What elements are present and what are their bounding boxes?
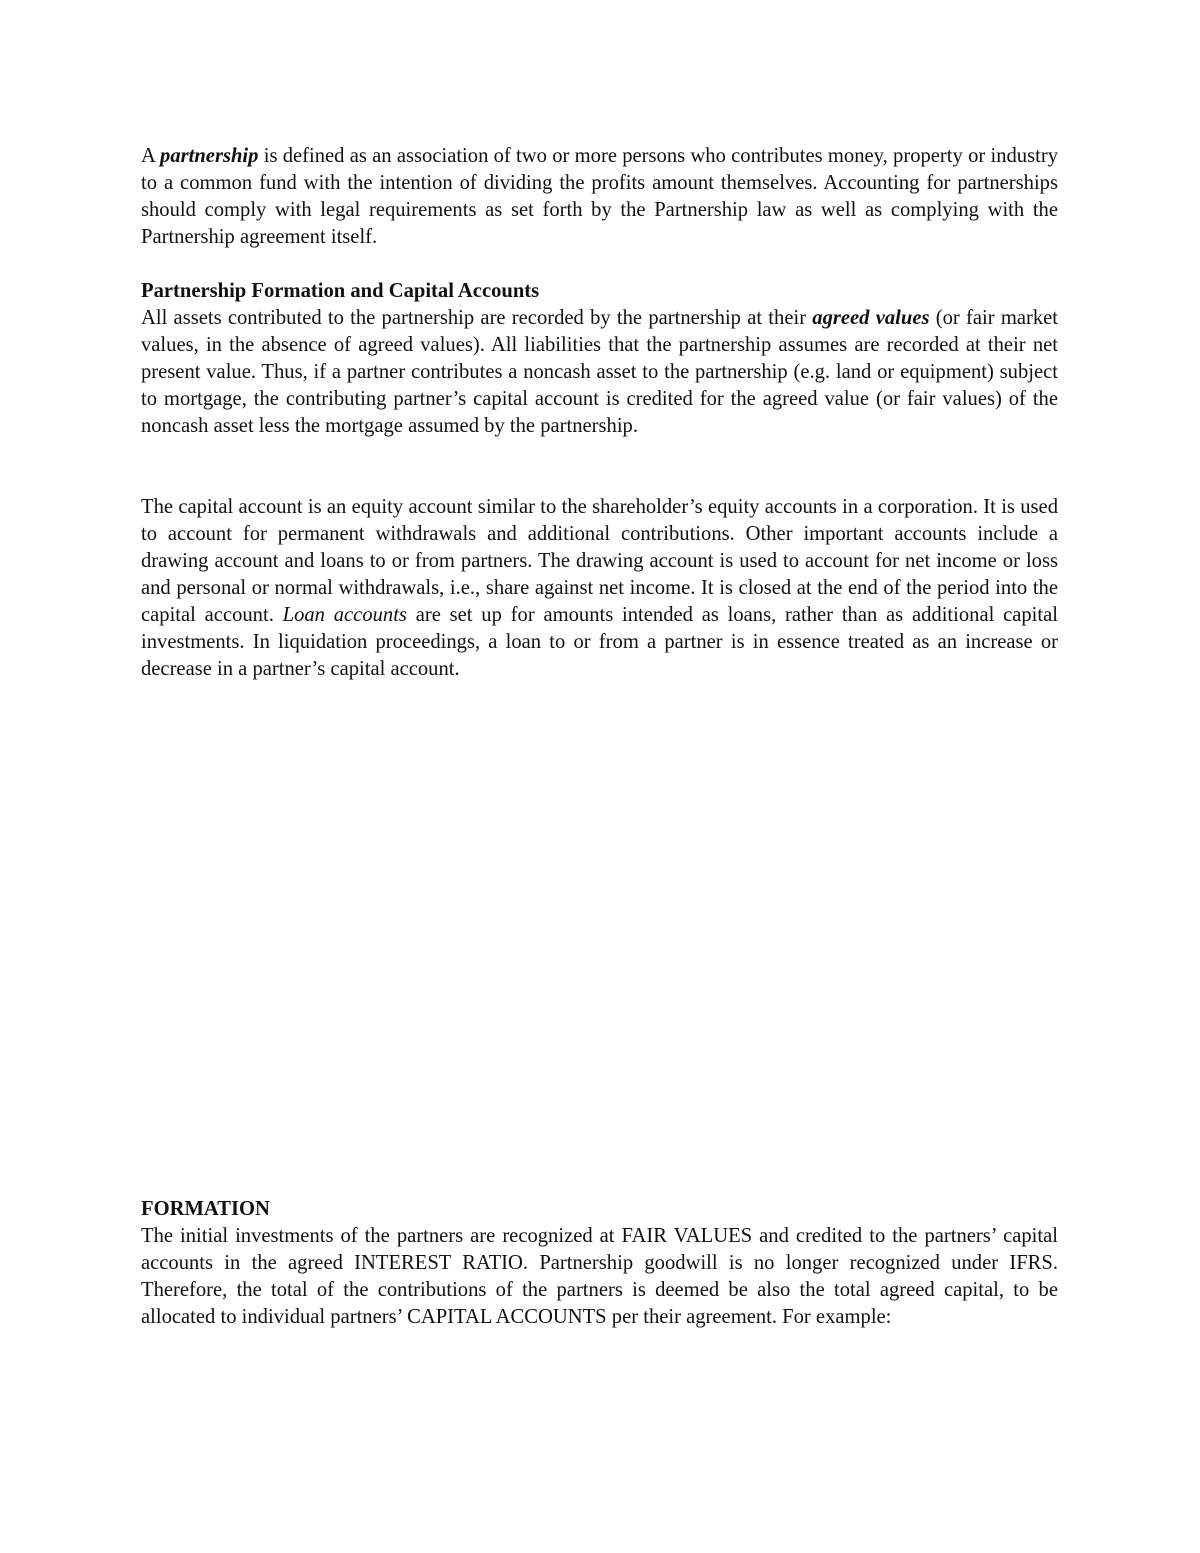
intro-rest: is defined as an association of two or more persons who contributes money, property or industry to a common fund with the intention of dividing the profits amount themselves. Accounting for partnerships should comply with legal requirements as set forth by the Partnership law as well as complying with the Partnership agreement itself. <box>141 145 1058 248</box>
section1-paragraph-1 <box>141 305 1058 440</box>
section1-heading: Partnership Formation and Capital Accounts <box>141 280 540 302</box>
section1-p2-after: are set up for amounts intended as loans, rather than as additional capital investments. In liquidation proceedings, a loan to or from a partner is in essence treated as an increase or decrease in a partner’s capital account. <box>141 604 1058 680</box>
section2-heading: FORMATION <box>141 1198 270 1220</box>
section2-paragraph-1: The initial investments of the partners are recognized at FAIR VALUES and credited to the partners’ capital accounts in the agreed INTEREST RATIO. Partnership goodwill is no longer recognized under IFRS. Therefore, the total of the contributions of the partners is deemed be also the total agreed capital, to be allocated to individual partners’ CAPITAL ACCOUNTS per their agreement. For example: <box>141 1225 1058 1328</box>
intro-term: partnership <box>160 145 259 167</box>
section1-p2-term: Loan accounts <box>282 604 407 626</box>
section1-p2-before: The capital account is an equity account similar to the shareholder’s equity accounts in a corporation. It is used to account for permanent withdrawals and additional contributions. Other important accounts include a drawing account and loans to or from partners. The drawing account is used to account for net income or loss and personal or normal withdrawals, i.e., share against net income. It is closed at the end of the period into the capital account. <box>141 496 1058 626</box>
section1-p1-before: All assets contributed to the partnership are recorded by the partnership at their <box>141 307 813 329</box>
section1-p1-after: (or fair market values, in the absence of agreed values). All liabilities that the partnership assumes are recorded at their net present value. Thus, if a partner contributes a noncash asset to the partnership (e.g. land or equipment) subject to mortgage, the contributing partner’s capital account is credited for the agreed value (or fair values) of the noncash asset less the mortgage assumed by the partnership. <box>141 307 1058 437</box>
section1-paragraph-2 <box>141 494 1058 683</box>
intro-lead: A <box>141 145 161 167</box>
intro-paragraph <box>141 143 1058 251</box>
section1-p1-term: agreed values <box>812 307 930 329</box>
